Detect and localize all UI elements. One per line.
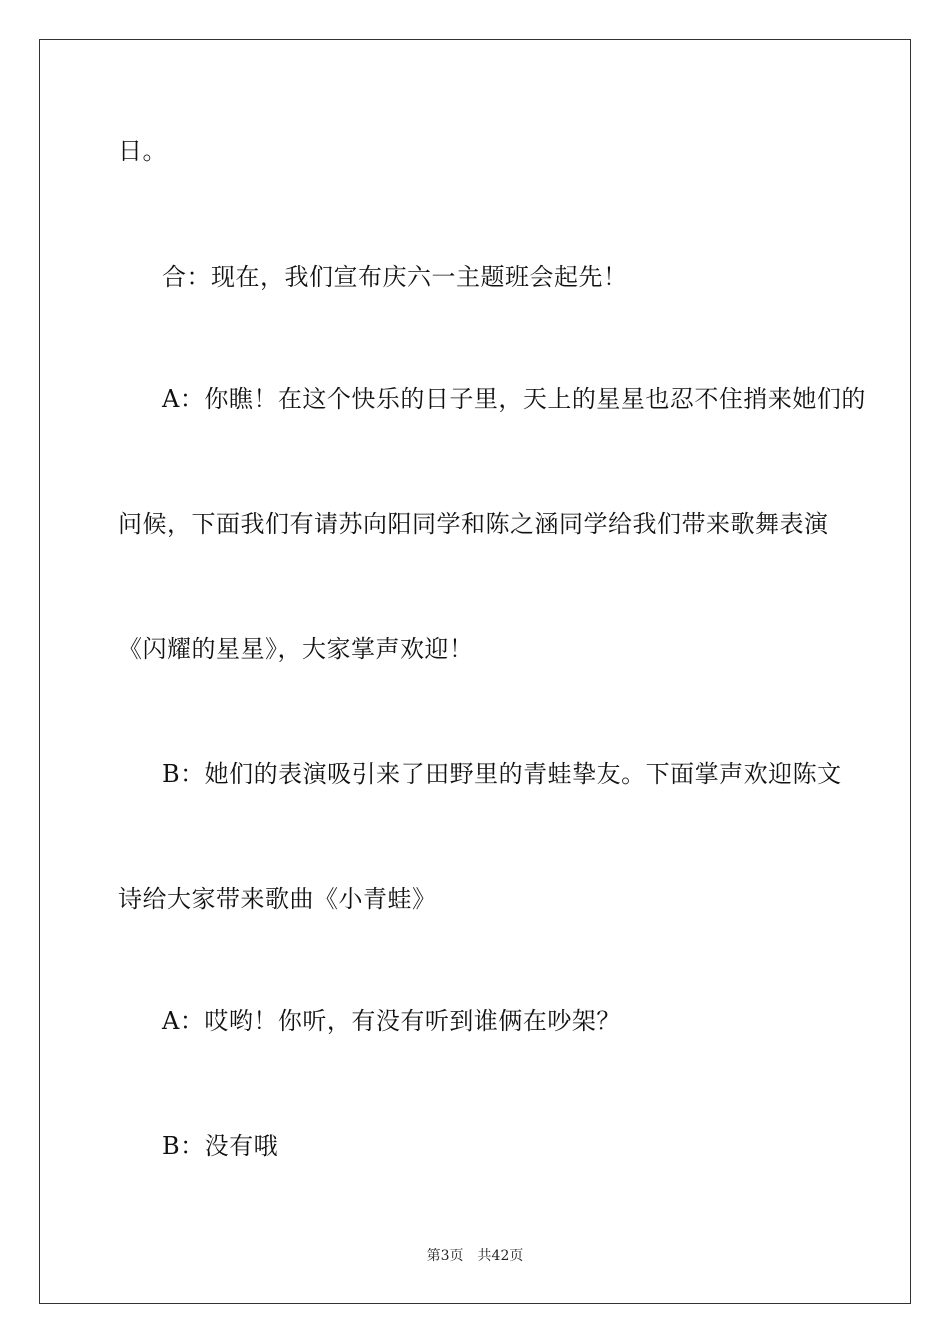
page-border (39, 39, 911, 1304)
text-line-5: 《闪耀的星星》，大家掌声欢迎！ (118, 635, 474, 663)
text-line-6: B：她们的表演吸引来了田野里的青蛙挚友。下面掌声欢迎陈文 (162, 760, 842, 788)
page-footer (0, 1246, 950, 1266)
text-line-4: 问候，下面我们有请苏向阳同学和陈之涵同学给我们带来歌舞表演 (118, 510, 829, 538)
text-line-7: 诗给大家带来歌曲《小青蛙》 (118, 885, 437, 913)
text-line-3: A：你瞧！在这个快乐的日子里，天上的星星也忍不住捎来她们的 (162, 385, 866, 413)
text-line-1: 日。 (118, 137, 167, 165)
text-line-2: 合：现在，我们宣布庆六一主题班会起先！ (162, 263, 628, 291)
text-line-8: A：哎哟！你听，有没有听到谁俩在吵架？ (162, 1007, 621, 1035)
page-total: 共42页 (477, 1248, 524, 1264)
text-line-9: B：没有哦 (162, 1132, 279, 1160)
page-number: 第3页 (426, 1248, 464, 1264)
